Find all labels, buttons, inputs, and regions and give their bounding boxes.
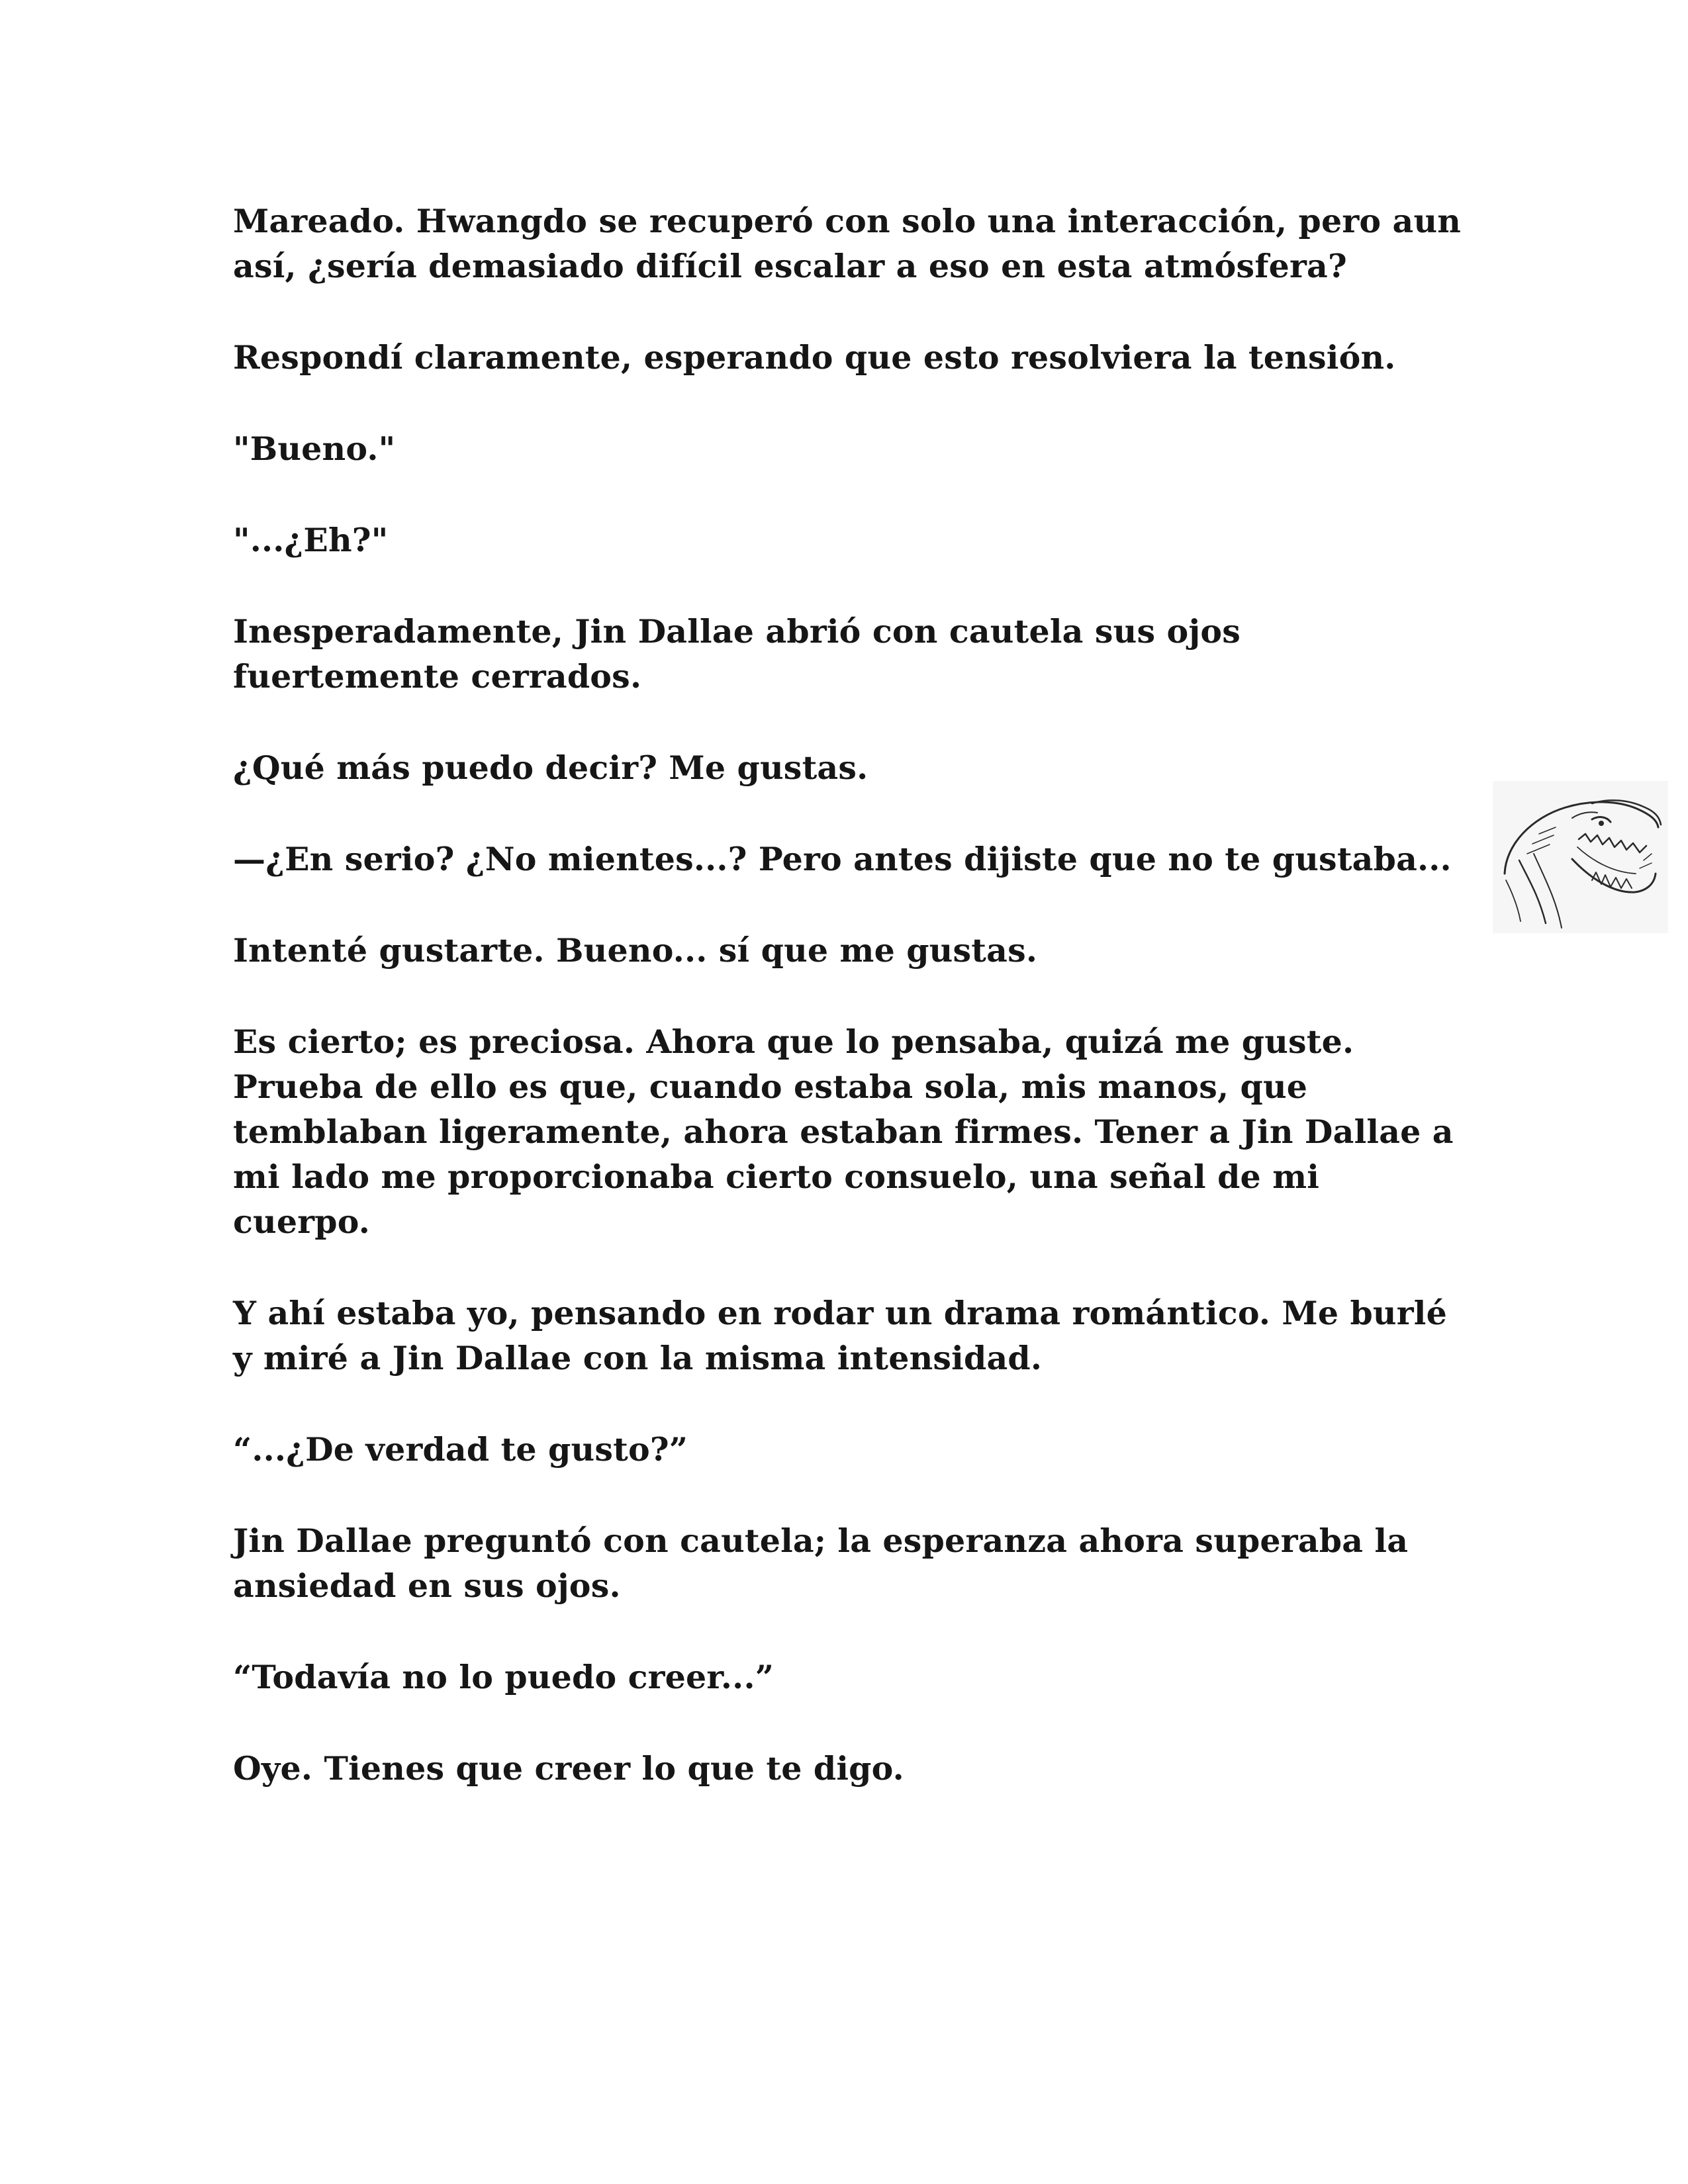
body-text [233,199,1464,1837]
paragraph-14: Oye. Tienes que creer lo que te digo. [233,1749,904,1788]
paragraph-11: “...¿De verdad te gusto?” [233,1430,688,1469]
paragraph-6: ¿Qué más puedo decir? Me gustas. [233,749,868,787]
dinosaur-head-sketch-icon [1493,781,1668,933]
paragraph-2: Respondí claramente, esperando que esto resolviera la tensión. [233,338,1396,377]
paragraph-5: Inesperadamente, Jin Dallae abrió con cautela sus ojos fuertemente cerrados. [233,612,1241,696]
paragraph-9: Es cierto; es preciosa. Ahora que lo pensaba, quizá me guste. Prueba de ello es que, cuando estaba sola, mis manos, que temblaban ligeramente, ahora estaban firmes. Tener a Jin Dallae a mi lado me proporcionaba cierto consuelo, una señal de mi cuerpo. [233,1023,1454,1241]
paragraph-12: Jin Dallae preguntó con cautela; la esperanza ahora superaba la ansiedad en sus ojos. [233,1522,1409,1605]
paragraph-7: —¿En serio? ¿No mientes...? Pero antes dijiste que no te gustaba... [233,840,1452,878]
paragraph-1: Mareado. Hwangdo se recuperó con solo una interacción, pero aun así, ¿sería demasiado difícil escalar a eso en esta atmósfera? [233,202,1462,285]
paragraph-3: "Bueno." [233,430,396,468]
paragraph-13: “Todavía no lo puedo creer...” [233,1658,774,1696]
paragraph-10: Y ahí estaba yo, pensando en rodar un drama romántico. Me burlé y miré a Jin Dallae con la misma intensidad. [233,1294,1447,1377]
paragraph-4: "...¿Eh?" [233,521,389,559]
paragraph-8: Intenté gustarte. Bueno... sí que me gustas. [233,931,1038,970]
